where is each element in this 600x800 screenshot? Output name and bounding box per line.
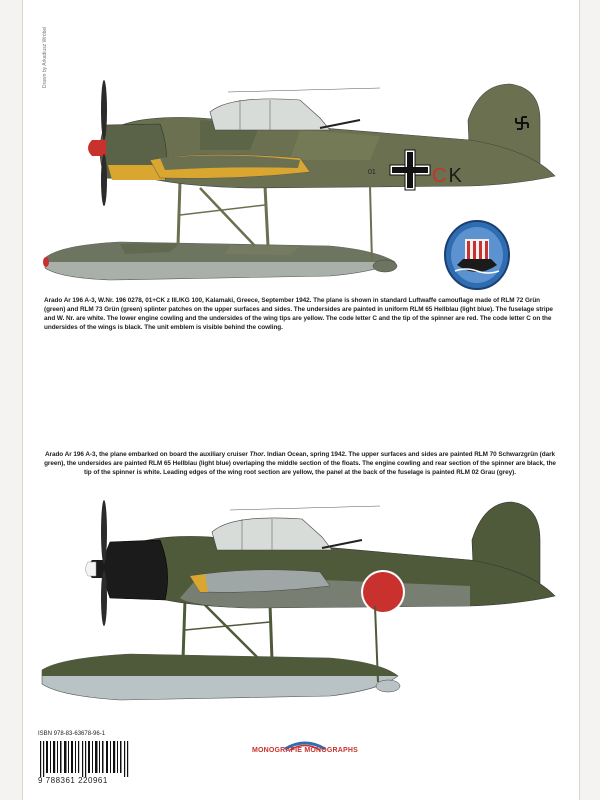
plane-1-caption: Arado Ar 196 A-3, W.Nr. 196 0278, 01+CK z III./KG 100, Kalamaki, Greece, September 1942. The plane is shown in standard Luftwaffe camouflage made of RLM 72 Grün (green) and RLM 73 Grün (green) splinter patches on the upper surfaces and sides. The undersides are painted in uniform RLM 65 Hellblau (light blue). The fuselage stripe and W. Nr. are white. The lower engine cowling and the undersides of the wing tips are yellow. The code letter C and the tip of the spinner are red. The code letter C on the undersides of the wings is black. The unit emblem is visible behind the cowling. bbox=[44, 297, 553, 331]
isbn-label: ISBN 978-83-63678-96-1 bbox=[38, 731, 106, 737]
hinomaru-marking bbox=[363, 572, 403, 612]
fuselage-code-left: 01 bbox=[368, 169, 376, 176]
unit-emblem bbox=[445, 221, 509, 289]
plane-2-caption-before: Arado Ar 196 A-3, the plane embarked on board the auxiliary cruiser bbox=[44, 451, 250, 458]
fuselage-code-letter-c: C bbox=[432, 165, 447, 187]
drawing-credit: Drawn by Arkadiusz Wróbel bbox=[42, 26, 48, 88]
plane-2-caption-ship: Thor bbox=[249, 451, 264, 458]
plane-2-thor bbox=[42, 500, 555, 700]
fuselage-code-letter-k: K bbox=[448, 165, 462, 187]
isbn-number: 9 788361 220961 bbox=[38, 776, 108, 785]
plane-2-caption-after: . Indian Ocean, spring 1942. The upper surfaces and sides are painted RLM 70 Schwarzgrün (dark green), the undersides are painted RLM 65 Hellblau (light blue) overlaping the middle section of the floats. The engine cowling and rear section of the spinner are black, the tip of the spinner is white. Leading edges of the wing root section are yellow, the panel at the back of the fuselage is painted RLM 02 Grau (grey). bbox=[44, 451, 556, 476]
publisher-logo-text: MONOGRAFIE MONOGRAPHS bbox=[251, 747, 359, 754]
plane-2-caption bbox=[44, 450, 556, 477]
